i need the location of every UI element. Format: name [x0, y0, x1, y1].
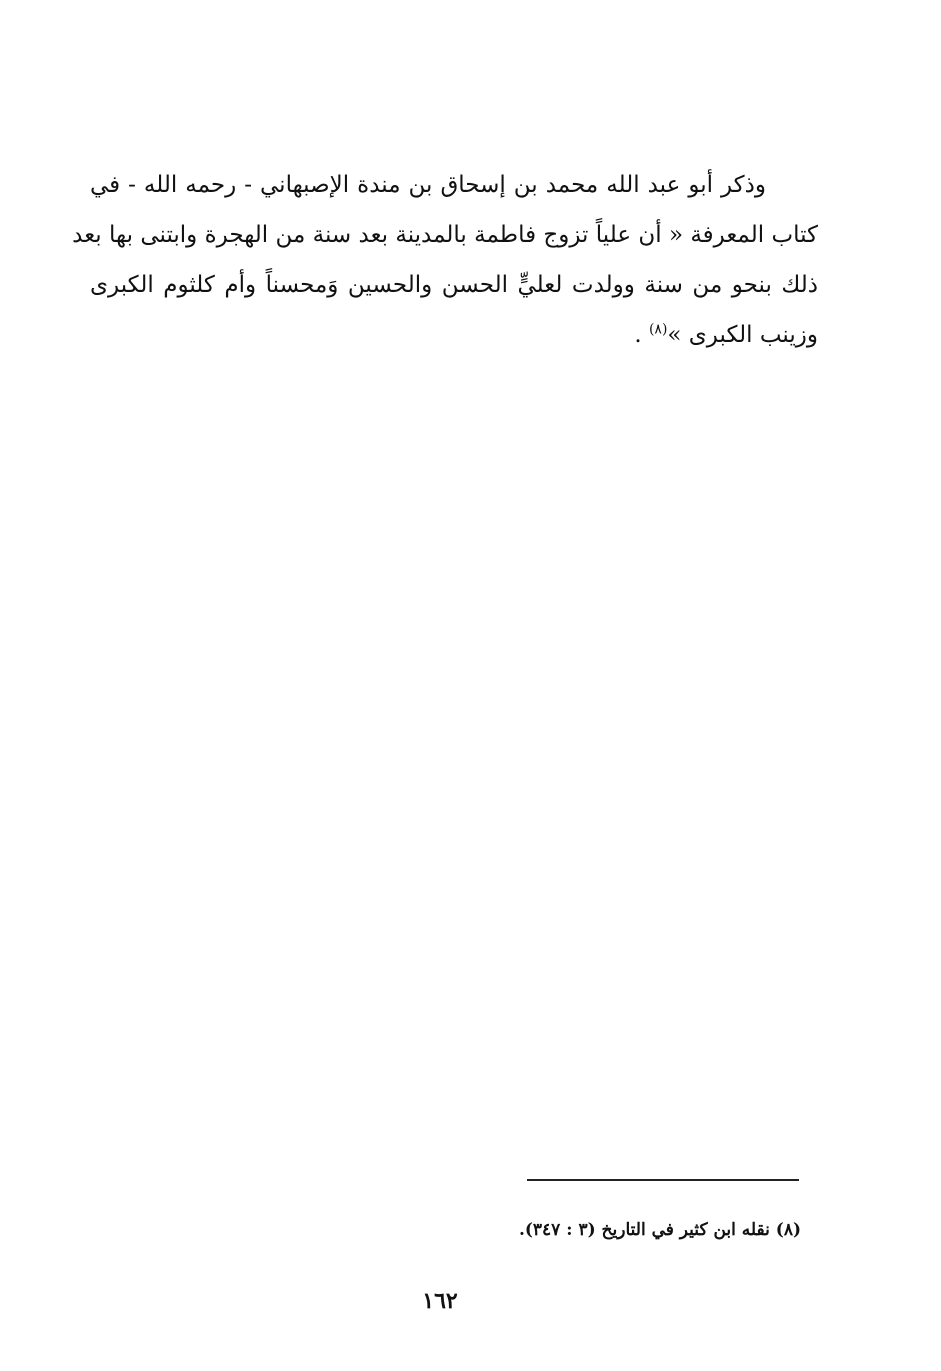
footnote-separator: [527, 1179, 799, 1181]
main-paragraph: [72, 160, 818, 360]
paragraph-line-4-text: وزينب الكبرى »: [667, 322, 818, 348]
paragraph-end-punctuation: .: [634, 322, 649, 348]
footnote-reference: (٨): [648, 321, 668, 338]
paragraph-line-4: [90, 310, 818, 360]
page-number: ١٦٢: [422, 1288, 458, 1314]
paragraph-line-2: كتاب المعرفة « أن علياً تزوج فاطمة بالمدينة بعد سنة من الهجرة وابتنى بها بعد: [72, 222, 818, 248]
footnote-8: (٨) نقله ابن كثير في التاريخ (٣ : ٣٤٧).: [518, 1220, 801, 1240]
paragraph-line-3: ذلك بنحو من سنة وولدت لعليٍّ الحسن والحسين وَمحسناً وأم كلثوم الكبرى: [90, 272, 818, 298]
paragraph-line-1: وذكر أبو عبد الله محمد بن إسحاق بن مندة الإصبهاني - رحمه الله - في: [90, 172, 766, 198]
